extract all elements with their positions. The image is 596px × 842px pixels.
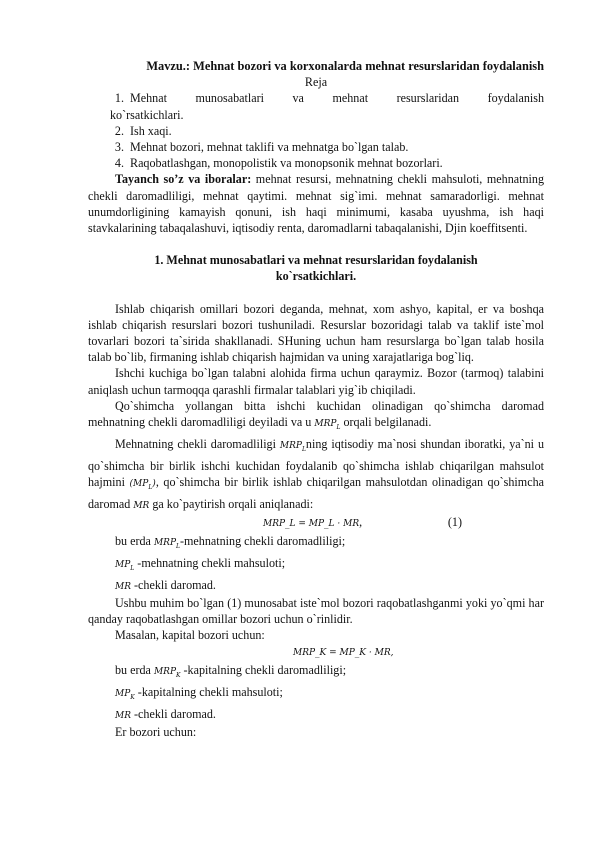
keywords-paragraph bbox=[88, 171, 544, 236]
symbol-mr: MR bbox=[115, 581, 131, 592]
definition-2: $MP_L$ -mehnatning chekli mahsuloti; bbox=[115, 555, 286, 572]
formula-1-expression: MRP_L = MP_L · MR, bbox=[263, 515, 363, 530]
plan-item-number: 3. bbox=[114, 140, 124, 155]
definition-1: bu erda $MRP_L$-mehnatning chekli daromadliligi; bbox=[115, 533, 346, 550]
plan-item-text: Mehnat munosabatlari va mehnat resurslaridan foydalanish bbox=[130, 91, 544, 106]
definition-3: MR -chekli daromad. bbox=[115, 577, 216, 592]
symbol-mrp-l: $MRP_L$ bbox=[153, 537, 180, 550]
keywords-label: Tayanch so’z va iboralar: bbox=[115, 172, 252, 187]
paragraph-1: Ishlab chiqarish omillari bozori deganda, mehnat, xom ashyo, kapital, er va boshqa ishlab chiqarish resurslari bozori tushuniladi. Resurslar bozoridagi talab va taklif iste`mol tovarlari bozori ta`sirida shakllanadi. SHuning uchun ham resurslarga bo`lgan talab hosila talab bo`lib, firmaning ishlab chiqarish hajmidan va uning xarajatlariga bog`liq. bbox=[88, 301, 544, 365]
paragraph-6: Masalan, kapital bozori uchun: bbox=[115, 628, 265, 643]
plan-item-number: 1. bbox=[114, 91, 124, 106]
formula-1-number: (1) bbox=[447, 515, 462, 530]
symbol-mr: MR bbox=[115, 710, 131, 721]
plan-list bbox=[88, 90, 544, 171]
symbol-mp-l-paren: $(MP_L)$ bbox=[129, 479, 156, 492]
symbol-mr: MR bbox=[133, 501, 150, 512]
paragraph-7: Er bozori uchun: bbox=[115, 724, 197, 739]
section-heading-line-1: 1. Mehnat munosabatlari va mehnat resurslaridan foydalanish bbox=[154, 253, 478, 268]
keywords-text: mehnat resursi, mehnatning chekli mahsuloti, mehnatning chekli daromadliligi, mehnat qaytimi. mehnat sig`imi. mehnat samaradorligi. mehnat unumdorligining kamayish qonuni, ish haqi minimumi, kasaba uyushma, ish haqi stavkalarining tabaqalashuvi, iqtisodiy renta, daromadlarni tabaqalanishi, Djin koeffitsenti. bbox=[88, 172, 544, 236]
plan-item-4 bbox=[88, 155, 544, 171]
plan-item-text: Ish xaqi. bbox=[130, 123, 172, 138]
plan-item-text: Raqobatlashgan, monopolistik va monopsonik mehnat bozorlari. bbox=[130, 156, 443, 171]
symbol-mp-l: $MP_L$ bbox=[115, 559, 135, 572]
section-heading-line-2: ko`rsatkichlari. bbox=[275, 269, 357, 284]
plan-item-continuation: ko`rsatkichlari. bbox=[110, 107, 184, 122]
definition-5: $MP_K$ -kapitalning chekli mahsuloti; bbox=[115, 684, 283, 701]
symbol-mrp-k: $MRP_K$ bbox=[153, 666, 181, 679]
plan-heading: Reja bbox=[304, 75, 328, 90]
formula-2-expression: MRP_K = MP_K · MR, bbox=[293, 648, 394, 659]
document-page bbox=[88, 58, 544, 740]
definition-4: bu erda $MRP_K$ -kapitalning chekli daromadliligi; bbox=[115, 662, 347, 679]
plan-item-number: 4. bbox=[114, 156, 124, 171]
symbol-mrp-l: $MRP_L$ bbox=[279, 441, 306, 453]
symbol-mp-k: $MP_K$ bbox=[115, 688, 135, 701]
symbol-mrp-l: $MRP_L$ bbox=[314, 419, 341, 431]
paragraph-4: Mehnatning chekli daromadliligi $MRP_Lning$ iqtisodiy ma`nosi shundan iboratki, ya`ni u qo`shimcha bir birlik ishchi kuchidan foydalanib qo`shimcha ishlab chiqarilgan mahsulot hajmini $(MP_L)$, qo`shimcha bir birlik ishlab chiqarilgan mahsulotdan olinadigan qo`shimcha daromad MR ga ko`paytirish orqali aniqlanadi: bbox=[88, 437, 544, 512]
page-title: Mavzu.: Mehnat bozori va korxonalarda mehnat resurslaridan foydalanish bbox=[146, 59, 544, 73]
plan-item-1 bbox=[88, 90, 544, 106]
plan-item-3 bbox=[88, 139, 544, 155]
plan-item-text: Mehnat bozori, mehnat taklifi va mehnatga bo`lgan talab. bbox=[130, 140, 409, 155]
paragraph-5: Ushbu muhim bo`lgan (1) munosabat iste`mol bozori raqobatlashganmi yoki yo`qmi har qanday raqobatlashgan omillar bozori uchun o`rinlidir. bbox=[88, 595, 544, 627]
formula-2 bbox=[88, 643, 544, 661]
paragraph-2: Ishchi kuchiga bo`lgan talabni alohida firma uchun qaraymiz. Bozor (tarmoq) talabini aniqlash uchun tarmoqqa qarashli firmalar talablari yig`ib chiqiladi. bbox=[88, 366, 544, 397]
plan-item-2 bbox=[88, 123, 544, 139]
plan-item-number: 2. bbox=[114, 123, 124, 138]
paragraph-3: Qo`shimcha yollangan bitta ishchi kuchidan olinadigan qo`shimcha daromad mehnatning chekli daromadliligi deyiladi va u $MRP_L$ orqali belgilanadi. bbox=[88, 398, 544, 431]
definition-6: MR -chekli daromad. bbox=[115, 706, 216, 721]
formula-1 bbox=[88, 514, 544, 532]
